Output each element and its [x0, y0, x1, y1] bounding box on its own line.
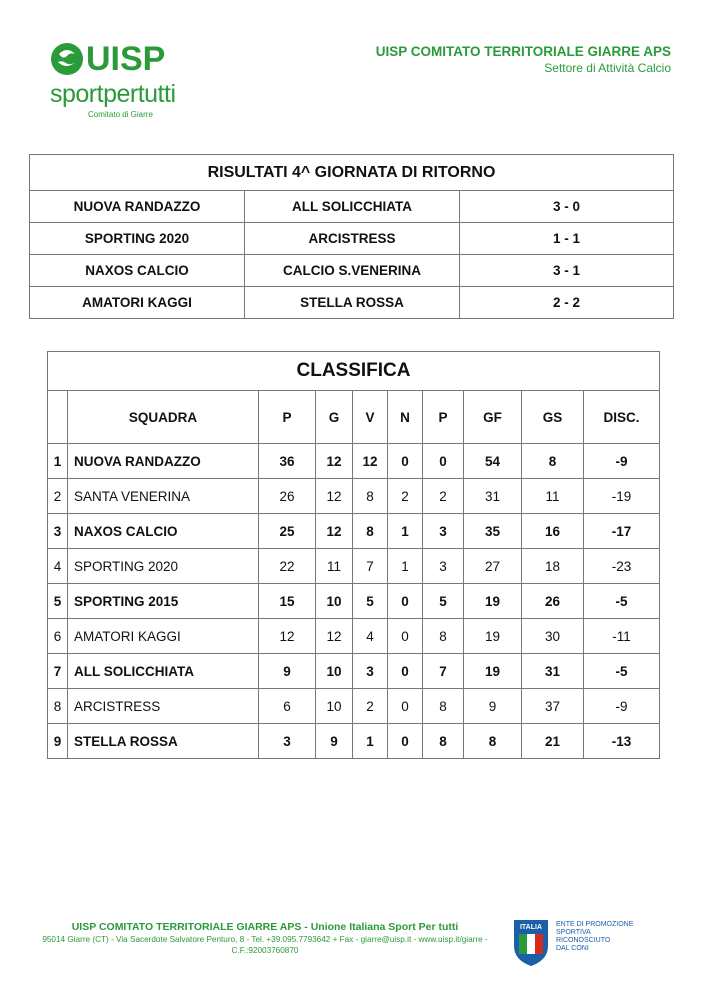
row-disc: -19	[584, 479, 660, 514]
row-won: 2	[353, 689, 388, 724]
results-title: RISULTATI 4^ GIORNATA DI RITORNO	[30, 155, 674, 191]
row-team: ARCISTRESS	[68, 689, 259, 724]
row-disc: -9	[584, 444, 660, 479]
row-lost: 8	[423, 724, 464, 759]
home-team: AMATORI KAGGI	[30, 287, 245, 319]
italia-shield-icon	[512, 918, 550, 968]
row-position: 2	[48, 479, 68, 514]
away-team: ALL SOLICCHIATA	[245, 191, 460, 223]
header-played: G	[316, 391, 353, 444]
row-goals-against: 8	[522, 444, 584, 479]
standings-row	[48, 619, 660, 654]
logo-tagline: sportpertutti	[50, 80, 176, 108]
header-drawn: N	[388, 391, 423, 444]
org-header	[376, 44, 671, 76]
row-goals-against: 11	[522, 479, 584, 514]
coni-text-line: RICONOSCIUTO	[556, 937, 611, 944]
row-team: ALL SOLICCHIATA	[68, 654, 259, 689]
match-score: 3 - 0	[460, 191, 674, 223]
match-row	[30, 223, 674, 255]
row-goals-against: 26	[522, 584, 584, 619]
row-goals-for: 19	[464, 584, 522, 619]
row-disc: -23	[584, 549, 660, 584]
row-won: 7	[353, 549, 388, 584]
row-disc: -13	[584, 724, 660, 759]
row-won: 8	[353, 514, 388, 549]
coni-label: ITALIA	[519, 924, 543, 931]
footer-title: UISP COMITATO TERRITORIALE GIARRE APS - Unione Italiana Sport Per tutti	[71, 921, 459, 933]
header-goals-for: GF	[464, 391, 522, 444]
row-goals-against: 37	[522, 689, 584, 724]
row-disc: -11	[584, 619, 660, 654]
coni-text	[556, 921, 633, 953]
standings-header-row	[48, 391, 660, 444]
row-team: SANTA VENERINA	[68, 479, 259, 514]
row-goals-for: 35	[464, 514, 522, 549]
org-sector: Settore di Attività Calcio	[544, 61, 671, 75]
footer-address: 95014 Giarre (CT) - Via Sacerdote Salvatore Penturo, 8 - Tel. +39.095.7793642 + Fax - giarre@uisp.it - www.uisp.it/giarre -	[42, 935, 488, 944]
coni-text-line: ENTE DI PROMOZIONE	[556, 921, 634, 928]
row-goals-for: 31	[464, 479, 522, 514]
row-team: NAXOS CALCIO	[68, 514, 259, 549]
row-played: 11	[316, 549, 353, 584]
row-won: 12	[353, 444, 388, 479]
row-points: 3	[259, 724, 316, 759]
row-drawn: 0	[388, 584, 423, 619]
row-drawn: 1	[388, 514, 423, 549]
row-played: 12	[316, 444, 353, 479]
row-lost: 2	[423, 479, 464, 514]
logo-brand: UISP	[86, 40, 166, 78]
row-team: SPORTING 2020	[68, 549, 259, 584]
row-team: NUOVA RANDAZZO	[68, 444, 259, 479]
row-disc: -5	[584, 584, 660, 619]
org-name: UISP COMITATO TERRITORIALE GIARRE APS	[375, 44, 671, 59]
row-points: 15	[259, 584, 316, 619]
row-points: 25	[259, 514, 316, 549]
logo-subtitle: Comitato di Giarre	[88, 110, 153, 119]
row-lost: 8	[423, 619, 464, 654]
away-team: ARCISTRESS	[245, 223, 460, 255]
row-goals-for: 19	[464, 619, 522, 654]
row-lost: 5	[423, 584, 464, 619]
row-position: 4	[48, 549, 68, 584]
footer-tax-code: C.F.:92003760870	[231, 946, 299, 955]
home-team: NAXOS CALCIO	[30, 255, 245, 287]
match-row	[30, 287, 674, 319]
row-points: 36	[259, 444, 316, 479]
row-goals-against: 21	[522, 724, 584, 759]
header-points: P	[259, 391, 316, 444]
row-position: 5	[48, 584, 68, 619]
row-goals-for: 8	[464, 724, 522, 759]
row-lost: 7	[423, 654, 464, 689]
match-score: 2 - 2	[460, 287, 674, 319]
header-won: V	[353, 391, 388, 444]
row-drawn: 0	[388, 654, 423, 689]
match-score: 1 - 1	[460, 223, 674, 255]
match-score: 3 - 1	[460, 255, 674, 287]
row-points: 22	[259, 549, 316, 584]
row-drawn: 0	[388, 619, 423, 654]
home-team: NUOVA RANDAZZO	[30, 191, 245, 223]
row-goals-against: 31	[522, 654, 584, 689]
row-played: 10	[316, 654, 353, 689]
row-drawn: 2	[388, 479, 423, 514]
standings-row	[48, 444, 660, 479]
standings-table	[47, 351, 660, 759]
row-drawn: 1	[388, 549, 423, 584]
row-played: 12	[316, 514, 353, 549]
row-won: 8	[353, 479, 388, 514]
row-goals-for: 54	[464, 444, 522, 479]
row-lost: 3	[423, 549, 464, 584]
row-goals-for: 27	[464, 549, 522, 584]
row-won: 1	[353, 724, 388, 759]
row-lost: 0	[423, 444, 464, 479]
row-points: 12	[259, 619, 316, 654]
row-position: 1	[48, 444, 68, 479]
away-team: STELLA ROSSA	[245, 287, 460, 319]
row-points: 6	[259, 689, 316, 724]
row-team: STELLA ROSSA	[68, 724, 259, 759]
row-lost: 3	[423, 514, 464, 549]
uisp-logo	[48, 40, 208, 124]
row-goals-for: 9	[464, 689, 522, 724]
row-played: 12	[316, 479, 353, 514]
row-drawn: 0	[388, 724, 423, 759]
row-points: 9	[259, 654, 316, 689]
row-disc: -17	[584, 514, 660, 549]
row-won: 5	[353, 584, 388, 619]
uisp-runner-icon	[50, 42, 84, 76]
row-goals-against: 30	[522, 619, 584, 654]
standings-title: CLASSIFICA	[48, 352, 660, 391]
row-points: 26	[259, 479, 316, 514]
row-drawn: 0	[388, 444, 423, 479]
coni-text-line: DAL CONI	[556, 945, 589, 952]
row-position: 7	[48, 654, 68, 689]
away-team: CALCIO S.VENERINA	[245, 255, 460, 287]
row-position: 9	[48, 724, 68, 759]
standings-row	[48, 514, 660, 549]
standings-row	[48, 584, 660, 619]
header-disc: DISC.	[584, 391, 660, 444]
row-disc: -9	[584, 689, 660, 724]
row-position: 6	[48, 619, 68, 654]
standings-row	[48, 479, 660, 514]
row-drawn: 0	[388, 689, 423, 724]
coni-logo	[512, 918, 642, 970]
row-team: AMATORI KAGGI	[68, 619, 259, 654]
row-won: 3	[353, 654, 388, 689]
header-lost: P	[423, 391, 464, 444]
header-team: SQUADRA	[68, 391, 259, 444]
standings-row	[48, 724, 660, 759]
row-goals-for: 19	[464, 654, 522, 689]
header-pos	[48, 391, 68, 444]
row-won: 4	[353, 619, 388, 654]
match-row	[30, 191, 674, 223]
row-played: 9	[316, 724, 353, 759]
row-team: SPORTING 2015	[68, 584, 259, 619]
row-played: 12	[316, 619, 353, 654]
row-position: 8	[48, 689, 68, 724]
standings-row	[48, 549, 660, 584]
results-table	[29, 154, 674, 319]
row-played: 10	[316, 689, 353, 724]
row-lost: 8	[423, 689, 464, 724]
row-played: 10	[316, 584, 353, 619]
footer	[40, 920, 490, 956]
match-row	[30, 255, 674, 287]
row-position: 3	[48, 514, 68, 549]
row-disc: -5	[584, 654, 660, 689]
row-goals-against: 18	[522, 549, 584, 584]
standings-row	[48, 689, 660, 724]
home-team: SPORTING 2020	[30, 223, 245, 255]
header-goals-against: GS	[522, 391, 584, 444]
standings-row	[48, 654, 660, 689]
coni-text-line: SPORTIVA	[556, 929, 591, 936]
row-goals-against: 16	[522, 514, 584, 549]
